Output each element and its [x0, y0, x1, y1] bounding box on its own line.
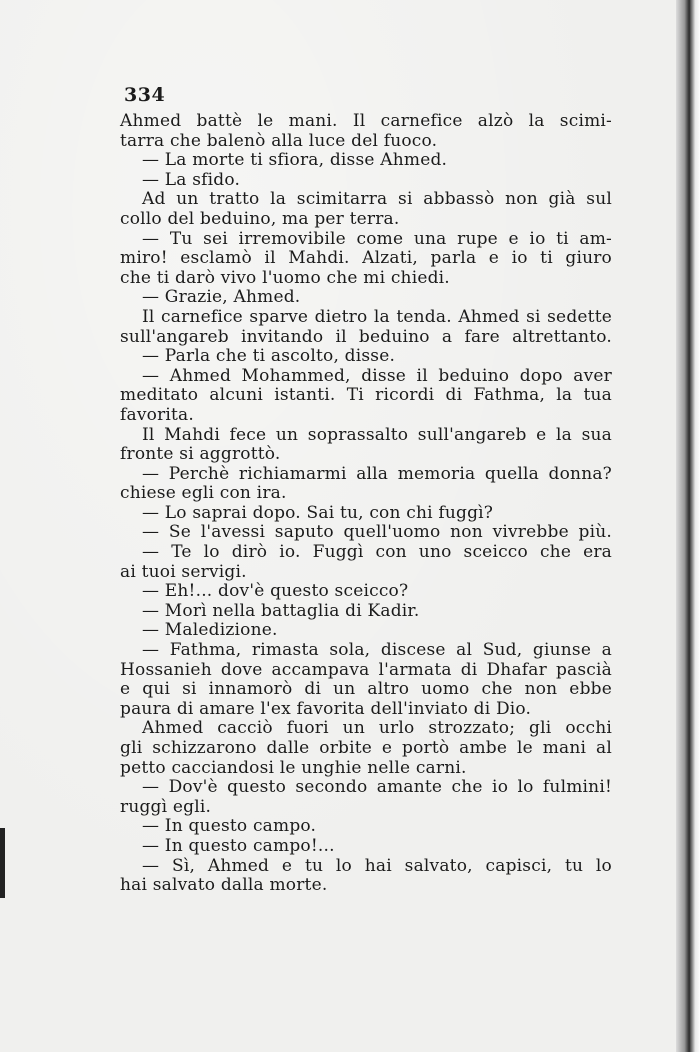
page-edge-mark [0, 828, 5, 898]
text-line: — Se l'avessi saputo quell'uomo non vivrebbe più. [142, 522, 612, 543]
text-line: — Tu sei irremovibile come una rupe e io ti am- [142, 228, 612, 249]
text-line: Il Mahdi fece un soprassalto sull'angareb e la sua [142, 424, 612, 445]
text-line: — Lo saprai dopo. Sai tu, con chi fuggì? [142, 502, 494, 523]
text-line: — Maledizione. [142, 620, 278, 641]
text-line: gli schizzarono dalle orbite e portò ambe le mani al [120, 738, 612, 758]
text-line: che ti darò vivo l'uomo che mi chiedi. [120, 267, 450, 288]
text-line: — Sì, Ahmed e tu lo hai salvato, capisci, tu lo [142, 855, 612, 876]
text-line: fronte si aggrottò. [120, 444, 281, 465]
text-line: Il carnefice sparve dietro la tenda. Ahmed si sedette [142, 306, 612, 327]
text-line: — Parla che ti ascolto, disse. [142, 346, 396, 367]
text-line: favorita. [120, 404, 195, 425]
text-line: miro! esclamò il Mahdi. Alzati, parla e io ti giuro [120, 248, 612, 269]
body-text [120, 112, 612, 896]
text-line: — Te lo dirò io. Fuggì con uno sceicco che era [142, 542, 612, 563]
text-line: hai salvato dalla morte. [120, 875, 328, 896]
text-line: Ahmed battè le mani. Il carnefice alzò la scimi- [120, 111, 612, 131]
text-line: — Grazie, Ahmed. [142, 287, 301, 308]
text-line: — Fathma, rimasta sola, discese al Sud, giunse a [142, 640, 612, 661]
text-line: petto cacciandosi le unghie nelle carni. [120, 757, 467, 778]
text-line: — Ahmed Mohammed, disse il beduino dopo aver [142, 365, 612, 386]
text-line: collo del beduino, ma per terra. [120, 208, 400, 229]
text-line: ruggì egli. [120, 796, 212, 817]
text-line: — In questo campo!... [142, 835, 335, 856]
text-line: Ad un tratto la scimitarra si abbassò non già sul [142, 189, 612, 210]
text-line: tarra che balenò alla luce del fuoco. [120, 130, 438, 151]
text-line: ai tuoi servigi. [120, 561, 247, 582]
page-number: 334 [124, 84, 166, 106]
text-line: paura di amare l'ex favorita dell'inviato di Dio. [120, 698, 532, 719]
book-spine-shadow [676, 0, 700, 1052]
text-line: sull'angareb invitando il beduino a fare altrettanto. [120, 326, 612, 347]
text-line: chiese egli con ira. [120, 483, 287, 504]
text-line: — La sfido. [142, 169, 241, 190]
text-line: — Morì nella battaglia di Kadir. [142, 600, 420, 621]
text-line: Ahmed cacciò fuori un urlo strozzato; gli occhi [142, 718, 612, 739]
text-line: Hossanieh dove accampava l'armata di Dhafar pascià [120, 659, 612, 680]
text-line: — Eh!... dov'è questo sceicco? [142, 581, 409, 602]
text-line: meditato alcuni istanti. Ti ricordi di Fathma, la tua [120, 385, 612, 406]
text-line: e qui si innamorò di un altro uomo che non ebbe [120, 679, 612, 700]
text-line: — In questo campo. [142, 816, 317, 837]
text-line: — Dov'è questo secondo amante che io lo fulmini! [142, 777, 612, 798]
text-line: — Perchè richiamarmi alla memoria quella donna? [142, 463, 612, 484]
text-line: — La morte ti sfiora, disse Ahmed. [142, 150, 448, 171]
